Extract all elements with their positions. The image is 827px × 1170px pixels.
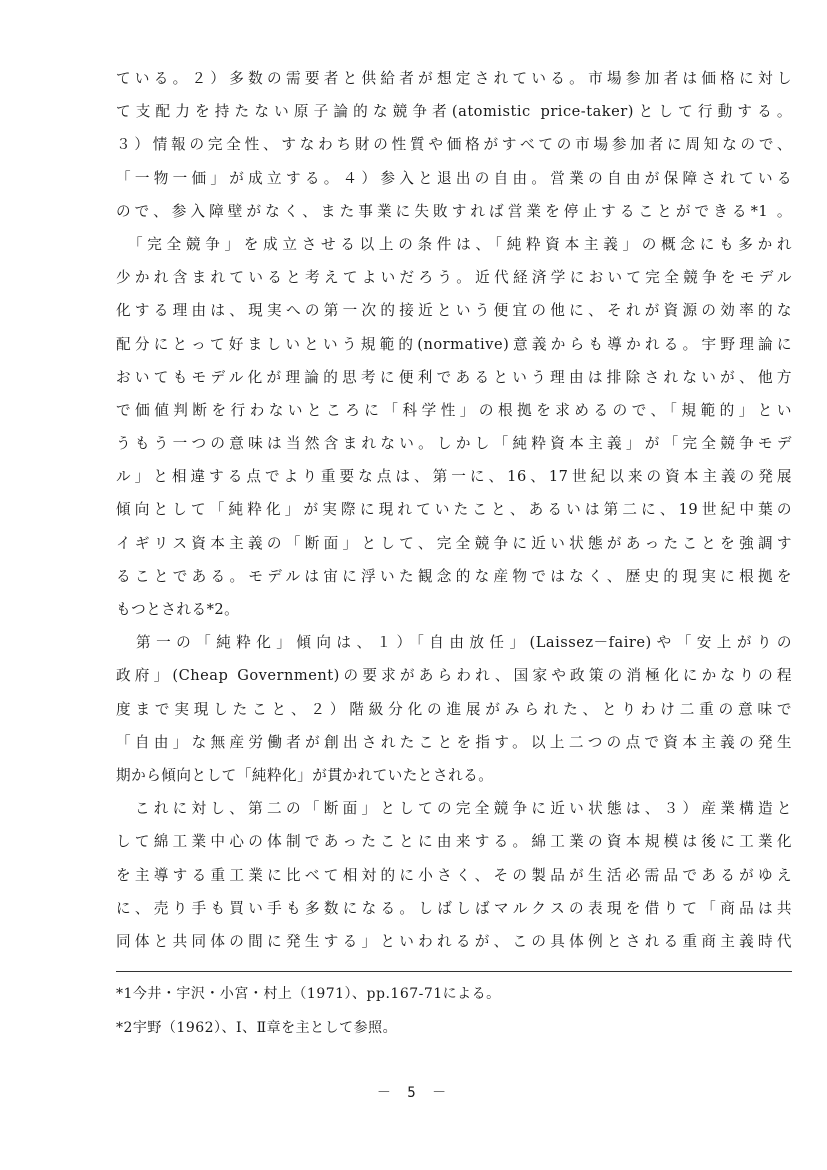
text-line: 化する理由は、現実への第一次的接近という便宜の他に、それが資源の効率的な [116, 302, 792, 320]
text-line: 「完全競争」を成立させる以上の条件は、「純粋資本主義」の概念にも多かれ [116, 235, 792, 253]
text-line: おいてもモデル化が理論的思考に便利であるという理由は排除されないが、他方 [116, 368, 792, 386]
footnotes [116, 977, 792, 1045]
text-line: 「一物一価」が成立する。４）参入と退出の自由。営業の自由が保障されている [116, 169, 792, 187]
text-line: 度まで実現したこと、２）階級分化の進展がみられた、とりわけ二重の意味で [116, 700, 792, 718]
text-line: ので、参入障壁がなく、また事業に失敗すれば営業を停止することができる*1 。 [116, 202, 792, 220]
text-line: ３）情報の完全性、すなわち財の性質や価格がすべての市場参加者に周知なので、 [116, 136, 792, 154]
text-line: して綿工業中心の体制であったことに由来する。綿工業の資本規模は後に工業化 [116, 833, 792, 851]
body-text [116, 62, 792, 958]
text-line: に、売り手も買い手も多数になる。しばしばマルクスの表現を借りて「商品は共 [116, 899, 792, 917]
text-line: を主導する重工業に比べて相対的に小さく、その製品が生活必需品であるがゆえ [116, 866, 792, 884]
text-line: イギリス資本主義の「断面」として、完全競争に近い状態があったことを強調す [116, 534, 792, 552]
text-line: ることである。モデルは宙に浮いた観念的な産物ではなく、歴史的現実に根拠を [116, 567, 792, 585]
footnote-divider [116, 971, 792, 972]
text-line: うもう一つの意味は当然含まれない。しかし「純粋資本主義」が「完全競争モデ [116, 435, 792, 453]
text-line: て支配力を持たない原子論的な競争者(atomistic price-taker)として行動する。 [116, 103, 792, 121]
text-line: 同体と共同体の間に発生する」といわれるが、この具体例とされる重商主義時代 [116, 932, 792, 950]
text-line: ている。２）多数の需要者と供給者が想定されている。市場参加者は価格に対し [116, 70, 792, 87]
footnote-2: *2宇野（1962）、Ⅰ、Ⅱ章を主として参照。 [116, 1020, 398, 1036]
text-line: これに対し、第二の「断面」としての完全競争に近い状態は、３）産業構造と [116, 800, 792, 818]
text-line: 期から傾向として「純粋化」が貫かれていたとされる。 [116, 766, 494, 784]
text-line: 第一の「純粋化」傾向は、１）「自由放任」(Laissez－faire)や「安上がりの [116, 634, 792, 652]
text-line: で価値判断を行わないところに「科学性」の根拠を求めるので、「規範的」とい [116, 401, 792, 419]
page-number: － 5 － [376, 1085, 451, 1101]
footnote-1: *1今井・宇沢・小宮・村上（1971）、pp.167-71による。 [116, 986, 501, 1002]
text-line: 配分にとって好ましいという規範的(normative)意義からも導かれる。宇野理論に [116, 335, 792, 353]
text-line: 傾向として「純粋化」が実際に現れていたこと、あるいは第二に、19世紀中葉の [116, 501, 792, 519]
text-line: 少かれ含まれていると考えてよいだろう。近代経済学において完全競争をモデル [116, 269, 792, 287]
text-line: もつとされる*2。 [116, 601, 240, 618]
text-line: 「自由」な無産労働者が創出されたことを指す。以上二つの点で資本主義の発生 [116, 733, 792, 751]
text-line: 政府」(Cheap Government)の要求があらわれ、国家や政策の消極化にかなりの程 [116, 667, 792, 685]
text-line: ル」と相違する点でより重要な点は、第一に、16、17世紀以来の資本主義の発展 [116, 468, 792, 486]
